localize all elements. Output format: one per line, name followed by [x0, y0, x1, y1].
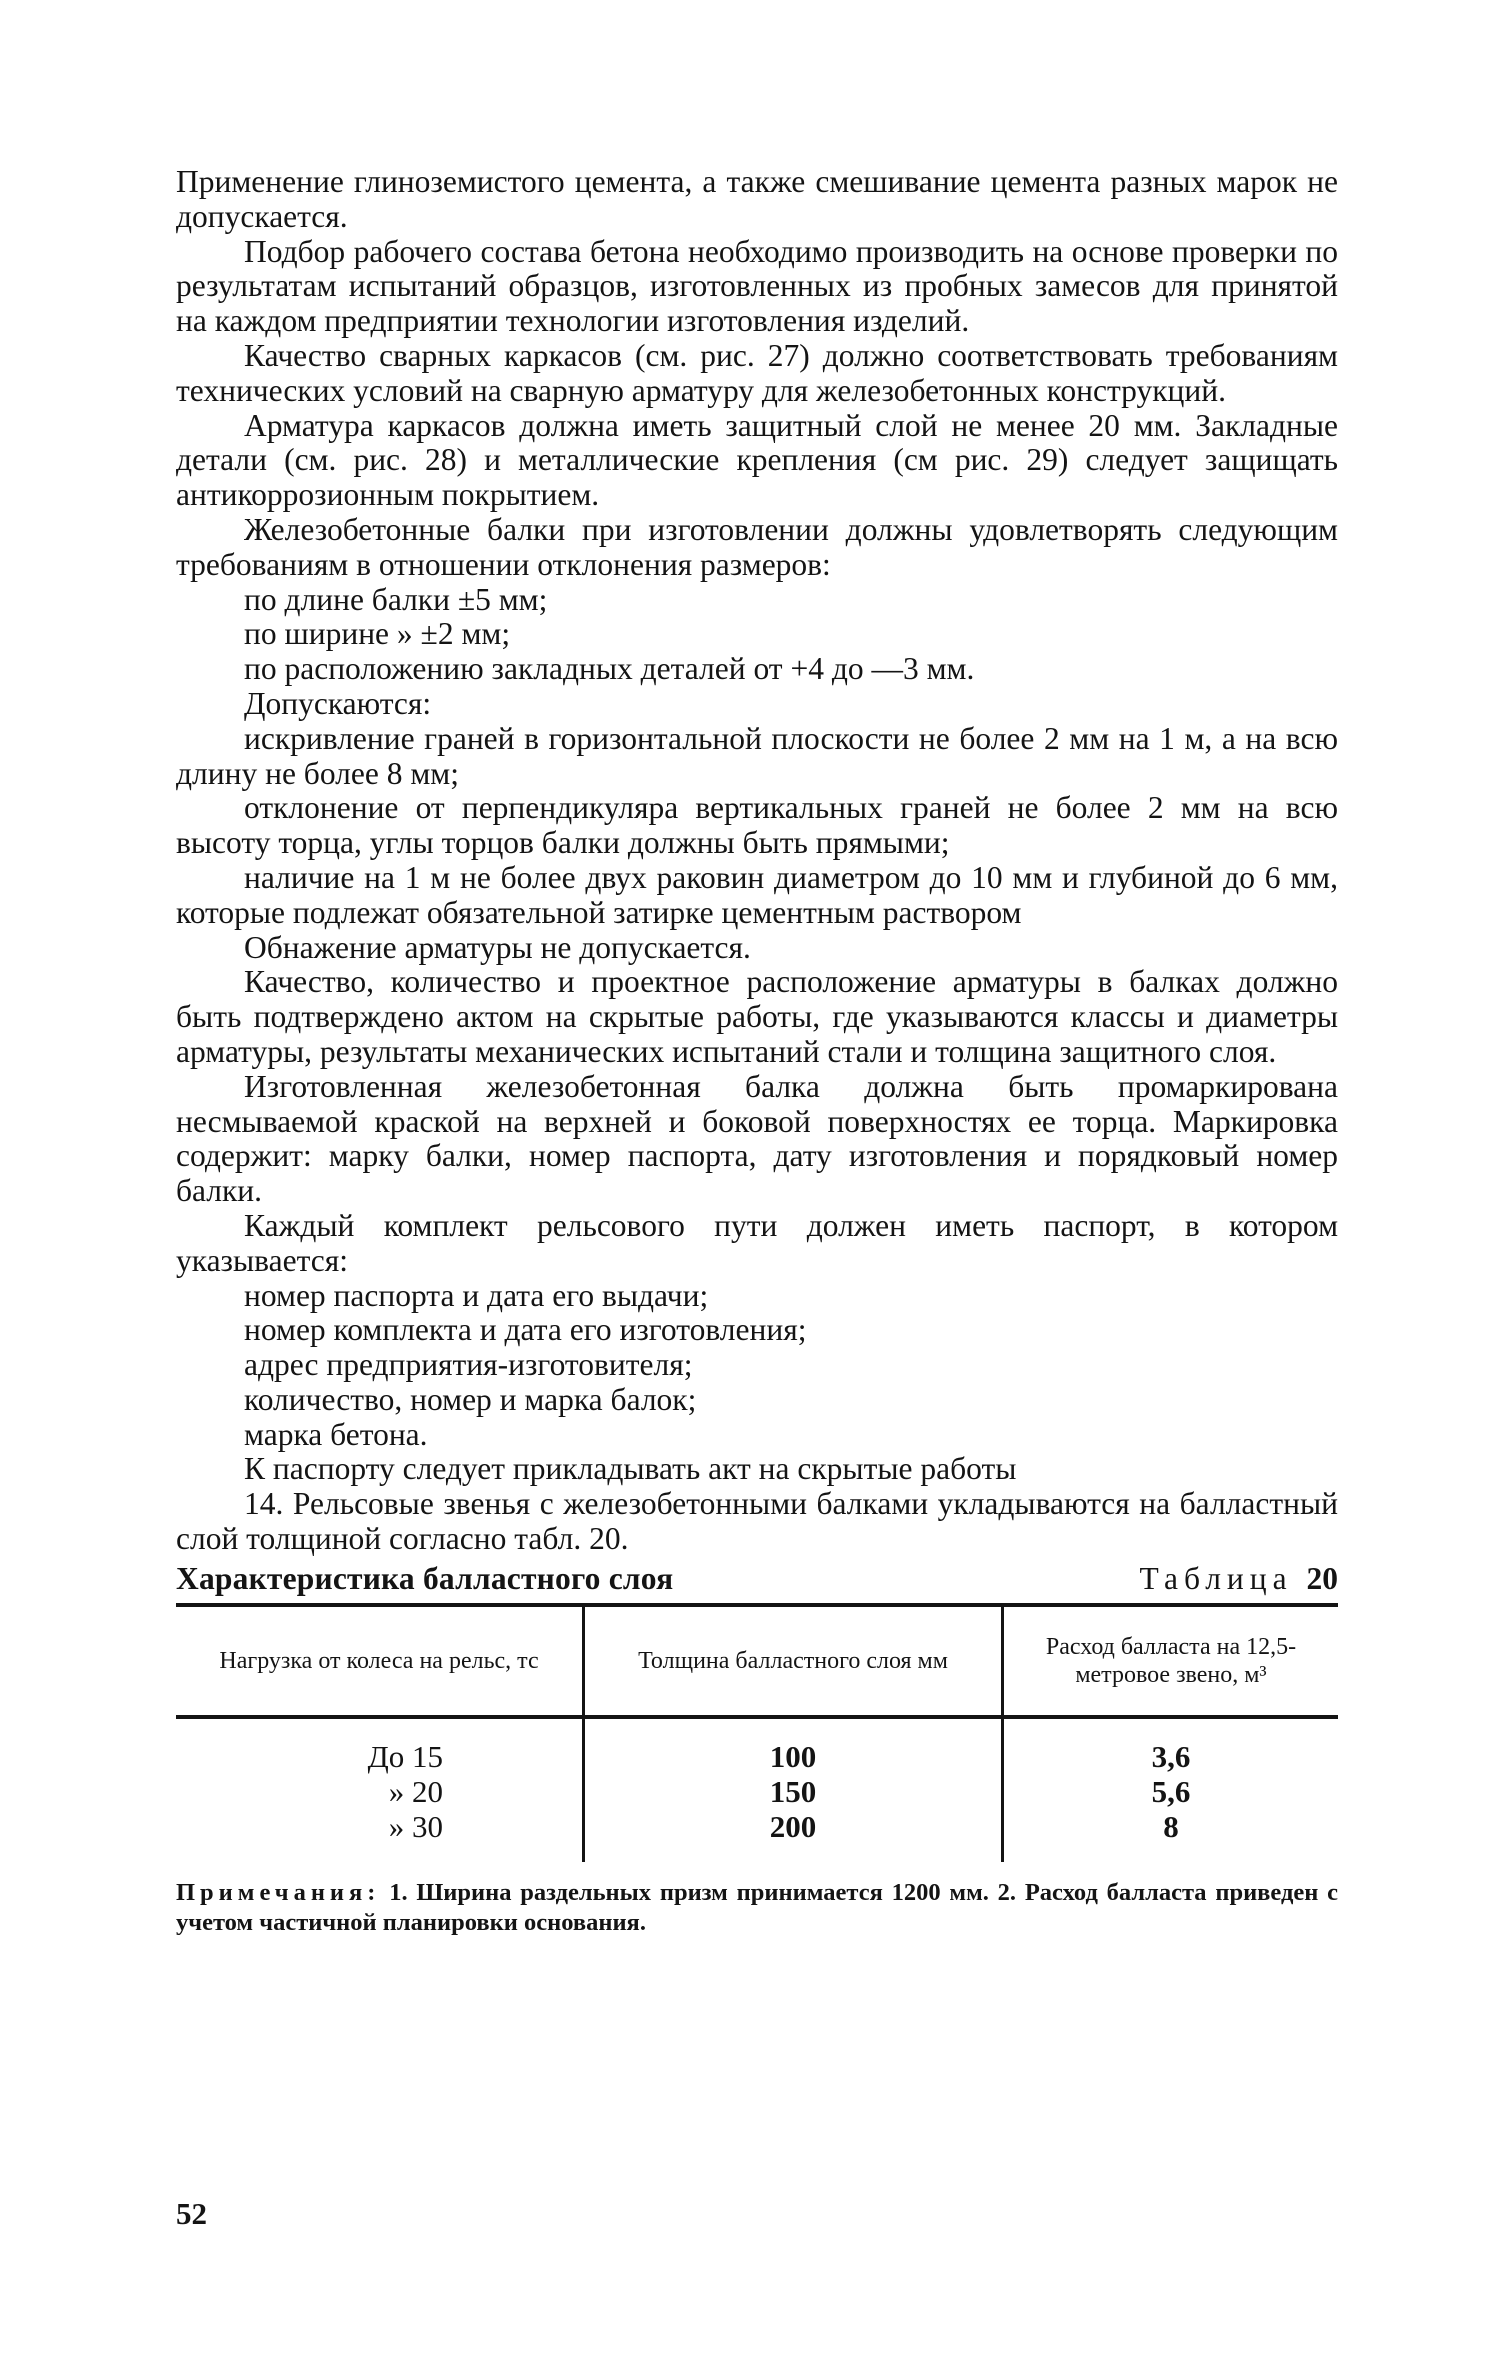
paragraph: Обнажение арматуры не допускается. [244, 929, 751, 965]
consumption-value: 3,6 [1151, 1738, 1191, 1774]
thickness-value: 150 [769, 1773, 817, 1809]
consumption-value: 8 [1163, 1808, 1179, 1844]
paragraph: 14. Рельсовые звенья с железобетонными балками укладываются на балластный слой толщиной согласно табл. 20. [176, 1486, 1338, 1557]
paragraph: отклонение от перпендикуляра вертикальных граней не более 2 мм на всю высоту торца, углы торцов балки должны быть прямыми; [176, 790, 1338, 861]
table-caption [176, 1561, 1338, 1597]
paragraph: Железобетонные балки при изготовлении должны удовлетворять следующим требованиям в отношении отклонения размеров: [176, 511, 1338, 582]
paragraph: по длине балки ±5 мм; [244, 581, 548, 617]
paragraph: К паспорту следует прикладывать акт на скрытые работы [244, 1451, 1017, 1487]
load-cell [176, 1717, 584, 1862]
paragraph: адрес предприятия-изготовителя; [244, 1347, 693, 1383]
paragraph: Качество, количество и проектное расположение арматуры в балках должно быть подтверждено актом на скрытые работы, где указываются классы и диаметры арматуры, результаты механических испытаний стали и толщина защитного слоя. [176, 964, 1338, 1069]
paragraph: номер комплекта и дата его изготовления; [244, 1312, 807, 1348]
paragraph: Качество сварных каркасов (см. рис. 27) должно соответствовать требованиям технических условий на сварную арматуру для железобетонных конструкций. [176, 337, 1338, 408]
notes-lead: Примечания: [176, 1878, 381, 1906]
paragraph: Подбор рабочего состава бетона необходимо производить на основе проверки по результатам испытаний образцов, изготовленных из пробных замесов для принятой на каждом предприятии технологии изготовления изделий. [176, 233, 1338, 339]
paragraph: искривление граней в горизонтальной плоскости не более 2 мм на 1 м, а на всю длину не более 8 мм; [176, 720, 1338, 791]
load-value: » 30 [388, 1808, 443, 1844]
table-header-row [176, 1605, 1338, 1717]
consumption-value: 5,6 [1151, 1773, 1191, 1809]
paragraph: по ширине » ±2 мм; [244, 616, 511, 652]
ballast-table [176, 1603, 1338, 1862]
consumption-cell [1003, 1717, 1339, 1862]
table-label-word: Таблица [1139, 1560, 1293, 1596]
table-title: Характеристика балластного слоя [176, 1560, 674, 1596]
body-text [176, 165, 1338, 1557]
notes-text: 1. Ширина раздельных призм принимается 1200 мм. 2. Расход балласта приведен с учетом частичной планировки основания. [176, 1878, 1338, 1936]
paragraph: Изготовленная железобетонная балка должна быть промаркирована несмываемой краской на верхней и боковой поверхностях ее торца. Маркировка содержит: марку балки, номер паспорта, дату изготовления и порядковый номер балки. [176, 1068, 1338, 1209]
table-label [1140, 1561, 1338, 1597]
paragraph: Арматура каркасов должна иметь защитный слой не менее 20 мм. Закладные детали (см. рис. 28) и металлические крепления (см рис. 29) следует защищать антикоррозионным покрытием. [176, 407, 1338, 513]
page-number: 52 [176, 2196, 207, 2231]
paragraph: номер паспорта и дата его выдачи; [244, 1277, 709, 1313]
page-body [176, 165, 1338, 1938]
load-value: » 20 [388, 1773, 443, 1809]
paragraph: количество, номер и марка балок; [244, 1381, 697, 1417]
paragraph: по расположению закладных деталей от +4 до —3 мм. [244, 651, 975, 687]
paragraph: Применение глиноземистого цемента, а также смешивание цемента разных марок не допускается. [176, 164, 1338, 234]
load-value: До 15 [367, 1738, 443, 1774]
header-consumption: Расход балласта на 12,5-метровое звено, м³ [1003, 1605, 1339, 1717]
paragraph: Каждый комплект рельсового пути должен иметь паспорт, в котором указывается: [176, 1207, 1338, 1278]
paragraph: Допускаются: [244, 685, 432, 721]
thickness-value: 100 [769, 1738, 817, 1774]
paragraph: наличие на 1 м не более двух раковин диаметром до 10 мм и глубиной до 6 мм, которые подлежат обязательной затирке цементным раствором [176, 859, 1338, 930]
table-notes [176, 1878, 1338, 1938]
thickness-cell [584, 1717, 1003, 1862]
header-load: Нагрузка от колеса на рельс, тс [176, 1605, 584, 1717]
thickness-value: 200 [769, 1808, 817, 1844]
header-thickness: Толщина балластного слоя мм [584, 1605, 1003, 1717]
table-row [176, 1717, 1338, 1862]
paragraph: марка бетона. [244, 1416, 428, 1452]
table-number: 20 [1306, 1560, 1338, 1596]
